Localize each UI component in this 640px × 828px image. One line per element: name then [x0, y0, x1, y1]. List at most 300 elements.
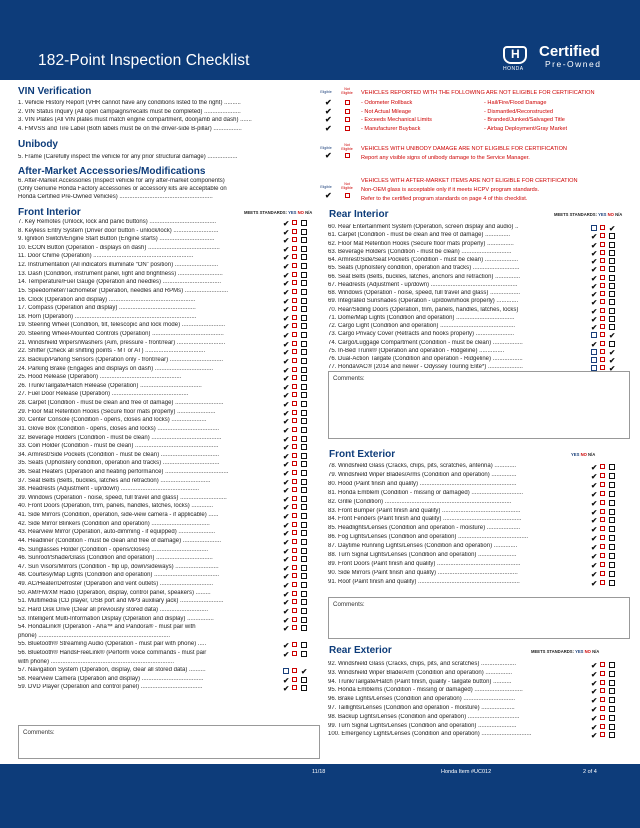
yes-check-icon[interactable]: ✔	[591, 323, 598, 332]
checklist-item-text: 18. Horn (Operation) .........................................................................	[18, 313, 197, 320]
vin-not-eligible-box[interactable]	[345, 100, 350, 105]
no-box[interactable]	[600, 680, 605, 685]
na-box[interactable]	[609, 697, 615, 703]
yes-check-icon[interactable]: ✔	[283, 555, 290, 565]
na-check-icon[interactable]: ✔	[609, 347, 616, 357]
na-box[interactable]	[301, 349, 307, 355]
no-box[interactable]	[600, 500, 605, 505]
na-box[interactable]	[609, 266, 615, 272]
yes-check-icon[interactable]: ✔	[283, 520, 290, 530]
yes-box[interactable]	[283, 668, 289, 674]
yes-check-icon[interactable]: ✔	[283, 279, 290, 289]
yes-check-icon[interactable]: ✔	[591, 273, 598, 283]
no-box[interactable]	[292, 582, 297, 587]
no-box[interactable]	[600, 491, 605, 496]
yes-check-icon[interactable]: ✔	[591, 722, 598, 732]
yes-check-icon[interactable]: ✔	[591, 687, 598, 697]
na-box[interactable]	[301, 651, 307, 657]
yes-check-icon[interactable]: ✔	[283, 417, 290, 427]
no-box[interactable]	[600, 553, 605, 558]
na-box[interactable]	[301, 530, 307, 536]
yes-check-icon[interactable]: ✔	[283, 675, 290, 685]
na-box[interactable]	[609, 308, 615, 314]
na-box[interactable]	[301, 323, 307, 329]
no-box[interactable]	[600, 250, 605, 255]
yes-check-icon[interactable]: ✔	[283, 581, 290, 591]
yes-check-icon[interactable]: ✔	[283, 434, 290, 444]
na-box[interactable]	[609, 258, 615, 264]
na-check-icon[interactable]: ✔	[609, 224, 616, 233]
yes-check-icon[interactable]: ✔	[283, 529, 290, 539]
na-box[interactable]	[301, 254, 307, 260]
yes-check-icon[interactable]: ✔	[591, 516, 598, 526]
yes-check-icon[interactable]: ✔	[283, 382, 290, 392]
na-box[interactable]	[301, 625, 307, 631]
na-check-icon[interactable]: ✔	[609, 356, 616, 365]
no-box[interactable]	[600, 580, 605, 585]
na-check-icon[interactable]: ✔	[609, 331, 616, 341]
no-box[interactable]	[600, 571, 605, 576]
na-box[interactable]	[301, 642, 307, 648]
yes-check-icon[interactable]: ✔	[283, 650, 290, 659]
na-box[interactable]	[609, 482, 615, 488]
na-box[interactable]	[609, 250, 615, 256]
no-box[interactable]	[600, 526, 605, 531]
no-box[interactable]	[292, 496, 297, 501]
no-box[interactable]	[292, 470, 297, 475]
yes-check-icon[interactable]: ✔	[591, 661, 598, 670]
na-box[interactable]	[301, 418, 307, 424]
unibody-eligible-label: Eligible	[320, 146, 332, 150]
no-box[interactable]	[292, 254, 297, 259]
yes-check-icon[interactable]: ✔	[591, 507, 598, 517]
na-box[interactable]	[301, 315, 307, 321]
no-box[interactable]	[292, 651, 297, 656]
no-box[interactable]	[292, 504, 297, 509]
yes-check-icon[interactable]: ✔	[283, 537, 290, 547]
no-box[interactable]	[600, 517, 605, 522]
no-box[interactable]	[600, 732, 605, 737]
checklist-item-text: 80. Hood (Paint finish and quality) ..........................................................	[328, 480, 517, 487]
no-box[interactable]	[292, 539, 297, 544]
na-box[interactable]	[609, 724, 615, 730]
no-box[interactable]	[292, 436, 297, 441]
yes-check-icon[interactable]: ✔	[591, 578, 598, 588]
no-box[interactable]	[600, 671, 605, 676]
no-box[interactable]	[600, 299, 605, 304]
yes-check-icon[interactable]: ✔	[283, 270, 290, 280]
yes-check-icon[interactable]: ✔	[283, 400, 290, 410]
yes-check-icon[interactable]: ✔	[283, 468, 290, 478]
yes-check-icon[interactable]: ✔	[283, 512, 290, 522]
no-box[interactable]	[292, 565, 297, 570]
yes-check-icon[interactable]: ✔	[283, 606, 290, 616]
no-box[interactable]	[600, 324, 605, 329]
no-box[interactable]	[600, 283, 605, 288]
na-box[interactable]	[301, 479, 307, 485]
na-box[interactable]	[301, 548, 307, 554]
no-box[interactable]	[600, 349, 605, 354]
na-box[interactable]	[609, 242, 615, 248]
no-box[interactable]	[292, 384, 297, 389]
no-box[interactable]	[292, 608, 297, 613]
no-box[interactable]	[600, 509, 605, 514]
yes-check-icon[interactable]: ✔	[283, 408, 290, 418]
yes-check-icon[interactable]: ✔	[591, 705, 598, 714]
no-box[interactable]	[292, 358, 297, 363]
yes-check-icon[interactable]: ✔	[283, 425, 290, 435]
vin-eligible-check-icon[interactable]: ✔	[325, 115, 332, 124]
na-box[interactable]	[301, 677, 307, 683]
yes-check-icon[interactable]: ✔	[283, 391, 290, 401]
na-box[interactable]	[609, 283, 615, 289]
na-box[interactable]	[301, 246, 307, 252]
no-box[interactable]	[292, 375, 297, 380]
na-box[interactable]	[301, 263, 307, 269]
na-box[interactable]	[609, 473, 615, 479]
na-box[interactable]	[301, 367, 307, 373]
no-box[interactable]	[292, 220, 297, 225]
yes-check-icon[interactable]: ✔	[283, 365, 290, 375]
na-box[interactable]	[301, 444, 307, 450]
na-box[interactable]	[301, 617, 307, 623]
na-check-icon[interactable]: ✔	[609, 364, 616, 374]
yes-check-icon[interactable]: ✔	[283, 451, 290, 461]
no-box[interactable]	[292, 427, 297, 432]
na-box[interactable]	[301, 427, 307, 433]
no-box[interactable]	[292, 229, 297, 234]
no-box[interactable]	[292, 263, 297, 268]
no-box[interactable]	[600, 482, 605, 487]
aftermarket-not-eligible-box[interactable]	[345, 193, 350, 198]
yes-check-icon[interactable]: ✔	[591, 696, 598, 706]
yes-check-icon[interactable]: ✔	[591, 543, 598, 553]
no-box[interactable]	[600, 662, 605, 667]
na-box[interactable]	[301, 685, 307, 691]
yes-check-icon[interactable]: ✔	[591, 298, 598, 308]
yes-check-icon[interactable]: ✔	[283, 348, 290, 358]
yes-check-icon[interactable]: ✔	[283, 313, 290, 323]
no-box[interactable]	[292, 625, 297, 630]
front-exterior-title: Front Exterior	[329, 449, 396, 460]
na-box[interactable]	[609, 715, 615, 721]
yes-check-icon[interactable]: ✔	[283, 374, 290, 384]
yes-check-icon[interactable]: ✔	[283, 572, 290, 582]
na-box[interactable]	[609, 571, 615, 577]
na-box[interactable]	[301, 298, 307, 304]
na-box[interactable]	[301, 220, 307, 226]
yes-check-icon[interactable]: ✔	[283, 684, 290, 694]
no-box[interactable]	[292, 573, 297, 578]
na-box[interactable]	[609, 706, 615, 712]
no-box[interactable]	[600, 316, 605, 321]
no-box[interactable]	[292, 461, 297, 466]
yes-check-icon[interactable]: ✔	[591, 552, 598, 561]
yes-box[interactable]	[591, 225, 597, 231]
no-box[interactable]	[292, 556, 297, 561]
no-box[interactable]	[600, 697, 605, 702]
na-box[interactable]	[609, 299, 615, 305]
na-box[interactable]	[301, 591, 307, 597]
yes-check-icon[interactable]: ✔	[591, 669, 598, 679]
no-box[interactable]	[292, 315, 297, 320]
no-box[interactable]	[600, 258, 605, 263]
na-box[interactable]	[301, 280, 307, 286]
no-box[interactable]	[600, 715, 605, 720]
no-box[interactable]	[600, 357, 605, 362]
unibody-not-eligible-box[interactable]	[345, 153, 350, 158]
na-box[interactable]	[301, 229, 307, 235]
na-box[interactable]	[301, 453, 307, 459]
yes-check-icon[interactable]: ✔	[283, 503, 290, 513]
na-box[interactable]	[301, 306, 307, 312]
no-box[interactable]	[292, 298, 297, 303]
no-box[interactable]	[292, 668, 297, 673]
no-box[interactable]	[600, 225, 605, 230]
yes-check-icon[interactable]: ✔	[591, 290, 598, 299]
yes-check-icon[interactable]: ✔	[591, 463, 598, 472]
no-box[interactable]	[292, 280, 297, 285]
no-box[interactable]	[600, 535, 605, 540]
no-box[interactable]	[292, 392, 297, 397]
na-box[interactable]	[609, 275, 615, 281]
no-box[interactable]	[600, 233, 605, 238]
vin-eligible-check-icon[interactable]: ✔	[325, 106, 332, 116]
na-box[interactable]	[609, 324, 615, 330]
yes-check-icon[interactable]: ✔	[591, 471, 598, 481]
no-box[interactable]	[292, 323, 297, 328]
yes-check-icon[interactable]: ✔	[591, 560, 598, 570]
no-box[interactable]	[600, 365, 605, 370]
vin-eligible-check-icon[interactable]: ✔	[325, 98, 332, 107]
no-box[interactable]	[292, 272, 297, 277]
na-box[interactable]	[609, 688, 615, 694]
yes-check-icon[interactable]: ✔	[591, 339, 598, 349]
na-box[interactable]	[609, 341, 615, 347]
yes-check-icon[interactable]: ✔	[591, 678, 598, 688]
yes-box[interactable]	[591, 332, 597, 338]
yes-box[interactable]	[591, 349, 597, 355]
na-box[interactable]	[609, 464, 615, 470]
yes-check-icon[interactable]: ✔	[591, 525, 598, 535]
na-box[interactable]	[301, 582, 307, 588]
yes-check-icon[interactable]: ✔	[283, 253, 290, 263]
no-box[interactable]	[292, 410, 297, 415]
no-box[interactable]	[600, 341, 605, 346]
no-box[interactable]	[292, 513, 297, 518]
na-box[interactable]	[301, 522, 307, 528]
yes-check-icon[interactable]: ✔	[591, 498, 598, 508]
na-box[interactable]	[301, 504, 307, 510]
na-box[interactable]	[609, 526, 615, 532]
no-box[interactable]	[292, 685, 297, 690]
na-box[interactable]	[301, 487, 307, 493]
yes-check-icon[interactable]: ✔	[591, 248, 598, 258]
no-box[interactable]	[292, 341, 297, 346]
front-interior-comments[interactable]	[18, 725, 320, 759]
no-box[interactable]	[292, 591, 297, 596]
no-box[interactable]	[292, 453, 297, 458]
yes-check-icon[interactable]: ✔	[591, 257, 598, 266]
no-box[interactable]	[292, 530, 297, 535]
na-check-icon[interactable]: ✔	[301, 667, 308, 677]
no-box[interactable]	[292, 617, 297, 622]
yes-check-icon[interactable]: ✔	[283, 494, 290, 504]
na-box[interactable]	[609, 517, 615, 523]
na-box[interactable]	[301, 289, 307, 295]
na-box[interactable]	[609, 732, 615, 738]
no-box[interactable]	[292, 401, 297, 406]
no-box[interactable]	[292, 332, 297, 337]
yes-check-icon[interactable]: ✔	[283, 356, 290, 366]
no-box[interactable]	[600, 464, 605, 469]
na-box[interactable]	[301, 573, 307, 579]
yes-check-icon[interactable]: ✔	[283, 460, 290, 470]
na-box[interactable]	[609, 544, 615, 550]
yes-box[interactable]	[591, 357, 597, 363]
na-box[interactable]	[609, 291, 615, 297]
no-box[interactable]	[292, 246, 297, 251]
yes-check-icon[interactable]: ✔	[283, 477, 290, 487]
aftermarket-eligible-check-icon[interactable]: ✔	[325, 191, 332, 200]
na-box[interactable]	[301, 237, 307, 243]
no-box[interactable]	[292, 306, 297, 311]
yes-check-icon[interactable]: ✔	[591, 265, 598, 275]
no-box[interactable]	[292, 367, 297, 372]
no-box[interactable]	[292, 479, 297, 484]
no-box[interactable]	[600, 562, 605, 567]
yes-check-icon[interactable]: ✔	[283, 615, 290, 625]
yes-check-icon[interactable]: ✔	[283, 322, 290, 332]
na-box[interactable]	[301, 392, 307, 398]
yes-check-icon[interactable]: ✔	[283, 624, 290, 634]
na-box[interactable]	[301, 513, 307, 519]
na-box[interactable]	[301, 461, 307, 467]
no-box[interactable]	[600, 473, 605, 478]
yes-check-icon[interactable]: ✔	[283, 598, 290, 608]
vin-not-eligible-box[interactable]	[345, 109, 350, 114]
na-box[interactable]	[301, 599, 307, 605]
no-box[interactable]	[292, 237, 297, 242]
no-box[interactable]	[600, 724, 605, 729]
yes-check-icon[interactable]: ✔	[283, 563, 290, 573]
na-box[interactable]	[609, 671, 615, 677]
no-box[interactable]	[292, 418, 297, 423]
na-box[interactable]	[609, 535, 615, 541]
yes-check-icon[interactable]: ✔	[283, 236, 290, 246]
yes-check-icon[interactable]: ✔	[283, 641, 290, 651]
yes-check-icon[interactable]: ✔	[283, 443, 290, 453]
na-box[interactable]	[301, 375, 307, 381]
no-box[interactable]	[292, 444, 297, 449]
rear-interior-comments[interactable]	[328, 371, 630, 439]
yes-check-icon[interactable]: ✔	[283, 244, 290, 254]
yes-check-icon[interactable]: ✔	[283, 546, 290, 556]
yes-check-icon[interactable]: ✔	[283, 227, 290, 237]
yes-check-icon[interactable]: ✔	[283, 486, 290, 496]
na-box[interactable]	[609, 580, 615, 586]
vin-eligible-check-icon[interactable]: ✔	[325, 123, 332, 133]
no-box[interactable]	[600, 275, 605, 280]
yes-check-icon[interactable]: ✔	[591, 240, 598, 250]
na-box[interactable]	[609, 491, 615, 497]
na-box[interactable]	[301, 401, 307, 407]
vin-not-eligible-box[interactable]	[345, 117, 350, 122]
no-box[interactable]	[600, 688, 605, 693]
na-box[interactable]	[609, 680, 615, 686]
no-box[interactable]	[292, 522, 297, 527]
yes-check-icon[interactable]: ✔	[591, 232, 598, 242]
na-box[interactable]	[301, 565, 307, 571]
na-box[interactable]	[301, 608, 307, 614]
na-box[interactable]	[301, 436, 307, 442]
na-box[interactable]	[301, 410, 307, 416]
na-box[interactable]	[609, 316, 615, 322]
no-box[interactable]	[292, 677, 297, 682]
yes-check-icon[interactable]: ✔	[591, 281, 598, 291]
no-box[interactable]	[600, 706, 605, 711]
na-box[interactable]	[609, 662, 615, 668]
no-box[interactable]	[292, 349, 297, 354]
no-box[interactable]	[600, 332, 605, 337]
yes-check-icon[interactable]: ✔	[283, 331, 290, 341]
na-box[interactable]	[301, 332, 307, 338]
front-exterior-comments[interactable]	[328, 597, 630, 639]
yes-check-icon[interactable]: ✔	[591, 713, 598, 723]
vin-not-eligible-box[interactable]	[345, 126, 350, 131]
yes-check-icon[interactable]: ✔	[283, 219, 290, 228]
yes-check-icon[interactable]: ✔	[591, 306, 598, 316]
no-box[interactable]	[292, 548, 297, 553]
no-box[interactable]	[292, 289, 297, 294]
na-box[interactable]	[609, 509, 615, 515]
no-box[interactable]	[600, 242, 605, 247]
no-box[interactable]	[600, 308, 605, 313]
na-box[interactable]	[609, 562, 615, 568]
no-box[interactable]	[292, 599, 297, 604]
na-box[interactable]	[301, 272, 307, 278]
yes-check-icon[interactable]: ✔	[591, 534, 598, 544]
yes-check-icon[interactable]: ✔	[591, 314, 598, 324]
na-box[interactable]	[609, 500, 615, 506]
yes-check-icon[interactable]: ✔	[591, 731, 598, 741]
na-box[interactable]	[301, 384, 307, 390]
yes-check-icon[interactable]: ✔	[591, 480, 598, 490]
na-box[interactable]	[301, 470, 307, 476]
no-box[interactable]	[600, 266, 605, 271]
no-box[interactable]	[292, 642, 297, 647]
yes-check-icon[interactable]: ✔	[591, 569, 598, 579]
yes-check-icon[interactable]: ✔	[283, 589, 290, 599]
na-box[interactable]	[609, 553, 615, 559]
yes-check-icon[interactable]: ✔	[591, 489, 598, 499]
yes-check-icon[interactable]: ✔	[283, 339, 290, 349]
yes-check-icon[interactable]: ✔	[283, 296, 290, 306]
no-box[interactable]	[600, 291, 605, 296]
yes-check-icon[interactable]: ✔	[283, 262, 290, 272]
na-box[interactable]	[301, 341, 307, 347]
no-box[interactable]	[600, 544, 605, 549]
na-box[interactable]	[301, 539, 307, 545]
no-box[interactable]	[292, 487, 297, 492]
na-box[interactable]	[301, 358, 307, 364]
na-box[interactable]	[301, 496, 307, 502]
yes-check-icon[interactable]: ✔	[283, 287, 290, 297]
yes-check-icon[interactable]: ✔	[283, 305, 290, 315]
na-box[interactable]	[301, 556, 307, 562]
na-box[interactable]	[609, 233, 615, 239]
unibody-eligible-check-icon[interactable]: ✔	[325, 151, 332, 160]
